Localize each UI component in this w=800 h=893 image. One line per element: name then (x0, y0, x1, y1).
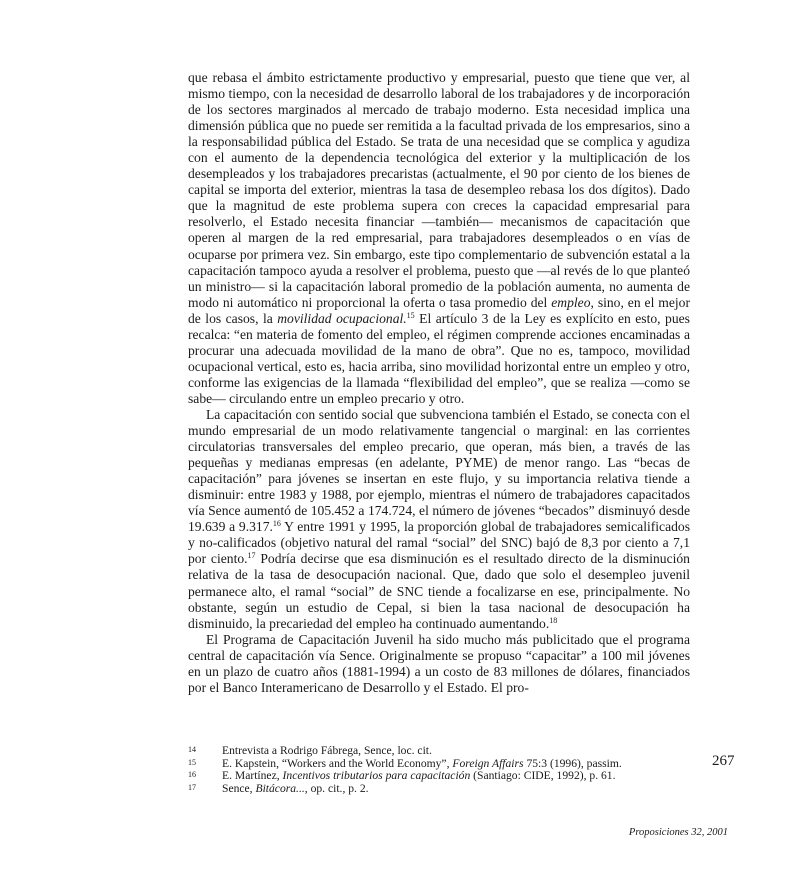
paragraph (188, 70, 690, 407)
text-run: , sino, en el mejor de los casos, la (188, 294, 690, 326)
footnote-number: 17 (188, 782, 196, 792)
text-run: Podría decirse que esa disminución es el resultado directo de la disminución relativa de la tasa de desocupación nacional. Que, dado que solo el desempleo juvenil permanece alto, el ramal “social” de SNC tiende a focalizarse en ese, principalmente. No obstante, según un estudio de Cepal, si bien la tasa nacional de desocupación ha disminuido, la precariedad del empleo ha continuado aumentando. (188, 551, 690, 631)
text-run: 75:3 (1996), passim. (523, 756, 622, 770)
footnote-ref[interactable]: 18 (549, 615, 558, 625)
footnote-ref[interactable]: 15 (406, 310, 415, 320)
emphasis: movilidad ocupacional. (277, 310, 407, 326)
page-number: 267 (712, 753, 735, 769)
emphasis: empleo (551, 294, 591, 310)
text-run: Y entre 1991 y 1995, la proporción global de trabajadores semicalificados y no-calificados (objetivo natural del ramal “social” del SNC) bajó de 8,3 por ciento a 7,1 por ciento. (188, 519, 690, 567)
emphasis: Foreign Affairs (452, 756, 524, 770)
footnote-number: 14 (188, 745, 196, 754)
text-run: Entrevista a Rodrigo Fábrega, Sence, loc. cit. (222, 744, 432, 757)
running-footer: Proposiciones 32, 2001 (628, 827, 728, 838)
paragraph: El Programa de Capacitación Juvenil ha sido mucho más publicitado que el programa central de capacitación vía Sence. Originalmente se propuso “capacitar” a 100 mil jóvenes en un plazo de cuatro años (1881-1994) a un costo de 83 millones de dólares, financiados por el Banco Interamericano de Desarrollo y el Estado. El pro- (188, 631, 690, 695)
text-run: El artículo 3 de la Ley es explícito en esto, pues recalca: “en materia de fomento del empleo, el régimen comprende acciones encaminadas a procurar una adecuada movilidad de la mano de obra”. Que no es, tampoco, movilidad ocupacional vertical, esto es, hacia arriba, sino movilidad horizontal entre un empleo y otro, conforme las exigencias de la llamada “flexibilidad del empleo”, que se realiza —como se sabe— circulando entre un empleo precario y otro. (188, 310, 690, 406)
text-run: La capacitación con sentido social que subvenciona también el Estado, se conecta con el mundo empresarial de un modo relativamente tangencial o marginal: en las corrientes circulatorias transversales del empleo precario, que operan, más bien, a través de las pequeñas y medianas empresas (en adelante, PYME) de menor rango. Las “becas de capacitación” para jóvenes se insertan en este flujo, y su importancia relativa tiende a disminuir: entre 1983 y 1988, por ejemplo, mientras el número de trabajadores capacitados vía Sence aumentó de 105.452 a 174.724, el número de jóvenes “becados” disminuyó desde 19.639 a 9.317. (188, 406, 690, 535)
text-run: E. Kapstein, “Workers and the World Economy”, (222, 756, 453, 770)
text-run: que rebasa el ámbito estrictamente productivo y empresarial, puesto que tiene que ver, al mismo tiempo, con la necesidad de desarrollo laboral de los trabajadores y de incorporación de los sectores marginados al mercado de trabajo moderno. Esta necesidad implica una dimensión pública que no puede ser remitida a la facultad privada de los empresarios, sino a la responsabilidad pública del Estado. Se trata de una necesidad que se complica y agudiza con el aumento de la dependencia tecnológica del exterior y la multiplicación de los desempleados y los trabajadores precaristas (actualmente, el 90 por ciento de los bienes de capital se importa del exterior, mientras la tasa de desempleo rebasa los dos dígitos). Dado que la magnitud de este problema supera con creces la capacidad empresarial para resolverlo, el Estado necesita financiar —también— mecanismos de capacitación que operen al margen de la red empresarial, para trabajadores desempleados o en vías de ocuparse por primera vez. Sin embargo, este tipo complementario de subvención estatal a la capacitación tampoco ayuda a resolver el problema, puesto que —al revés de lo que planteó un ministro— si la capacitación laboral promedio de la población aumenta, no aumenta de modo ni automático ni proporcional la oferta o tasa promedio del (188, 70, 690, 310)
footnote (188, 783, 690, 796)
emphasis: Incentivos tributarios para capacitación (282, 769, 471, 783)
paragraph (188, 407, 690, 632)
body-text (188, 70, 690, 696)
text-run: Sence, (222, 781, 256, 795)
text-run: , op. cit., p. 2. (304, 781, 369, 795)
footnote-number: 16 (188, 770, 196, 780)
text-run: (Santiago: CIDE, 1992), p. 61. (470, 769, 616, 783)
text-run: E. Martínez, (222, 769, 283, 783)
emphasis: Bitácora... (255, 781, 305, 795)
footnote-text (222, 783, 690, 796)
footnote-ref[interactable]: 16 (272, 519, 281, 529)
footnote-number: 15 (188, 757, 196, 767)
footnotes (188, 745, 690, 795)
footnote-ref[interactable]: 17 (247, 551, 256, 561)
